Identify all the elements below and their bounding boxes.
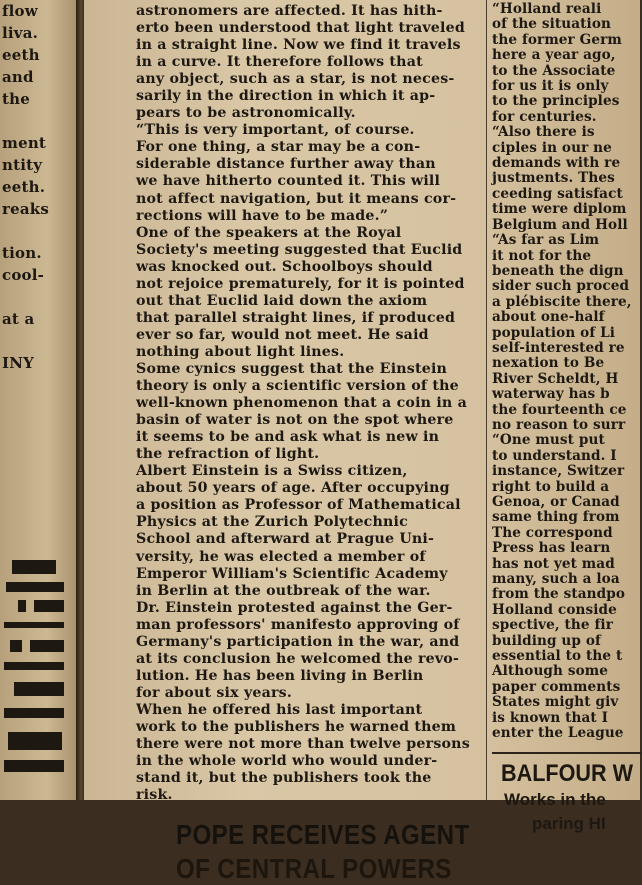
text-line: siderable distance further away than: [136, 156, 436, 173]
text-line: “One must put: [492, 432, 605, 449]
text-line: population of Li: [492, 324, 616, 341]
text-line: instance, Switzer: [492, 463, 625, 480]
newspaper-page: [84, 0, 640, 885]
paragraph: [136, 463, 536, 702]
text-line: [0, 110, 74, 132]
text-line: Dr. Einstein protested against the Ger-: [136, 599, 453, 616]
text-line: there were not more than twelve persons: [136, 736, 470, 753]
right-article-body: [492, 2, 642, 742]
box-subheadline-line: Works in the: [504, 789, 606, 809]
text-line: time were diplom: [492, 201, 627, 218]
text-line: here a year ago,: [492, 47, 616, 64]
left-column-text: [0, 0, 74, 374]
text-line: lution. He has been living in Berlin: [136, 667, 424, 684]
text-line: The correspond: [492, 524, 613, 541]
text-line: ment: [2, 134, 47, 152]
text-line: that parallel straight lines, if produced: [136, 309, 456, 326]
left-page-fragment: [0, 0, 78, 800]
text-line: Belgium and Holl: [492, 216, 628, 233]
text-line: nothing about light lines.: [136, 343, 345, 360]
headline: POPE RECEIVES AGENT: [176, 819, 470, 851]
text-line: basin of water is not on the spot where: [136, 412, 454, 429]
text-line: was knocked out. Schoolboys should: [136, 258, 433, 275]
text-line: is known that I: [492, 709, 609, 726]
text-line: beneath the dign: [492, 262, 624, 279]
text-line: from the standpo: [492, 586, 626, 603]
text-line: liva.: [2, 24, 39, 42]
text-line: flow: [2, 2, 38, 20]
text-line: the refraction of light.: [136, 446, 320, 463]
text-line: it seems to be and ask what is new in: [136, 429, 440, 446]
text-line: about one-half: [492, 309, 605, 326]
text-line: reaks: [2, 200, 50, 218]
text-line: no reason to surr: [492, 416, 626, 433]
text-line: Physics at the Zurich Polytechnic: [136, 514, 408, 531]
text-line: essential to the t: [492, 648, 623, 665]
text-line: Press has learn: [492, 540, 611, 557]
right-article-column: [492, 0, 642, 836]
text-line: demands with re: [492, 155, 621, 172]
text-line: not rejoice prematurely, for it is pointed: [136, 275, 465, 292]
text-line: not affect navigation, but it means cor-: [136, 190, 457, 207]
text-line: nexation to Be: [492, 355, 605, 372]
text-line: Emperor William's Scientific Academy: [136, 565, 448, 582]
text-line: pears to be astronomically.: [136, 105, 356, 122]
text-line: well-known phenomenon that a coin in a: [136, 395, 467, 412]
paragraph: [136, 3, 536, 122]
text-line: versity, he was elected a member of: [136, 548, 426, 565]
headline-continued: OF CENTRAL POWERS: [176, 853, 452, 885]
text-line: [0, 330, 74, 352]
text-line: sarily in the direction in which it ap-: [136, 88, 436, 105]
text-line: Holland conside: [492, 601, 617, 618]
text-line: astronomers are affected. It has hith-: [136, 3, 443, 19]
text-line: in Berlin at the outbreak of the war.: [136, 582, 431, 599]
text-line: [0, 286, 74, 308]
text-line: sider such proced: [492, 278, 630, 295]
text-line: rections will have to be made.”: [136, 207, 389, 224]
text-line: the: [2, 90, 30, 108]
text-line: tion.: [2, 244, 42, 262]
text-line: Although some: [492, 663, 608, 680]
text-line: for centuries.: [492, 108, 597, 125]
text-line: in a curve. It therefore follows that: [136, 54, 423, 71]
text-line: Albert Einstein is a Swiss citizen,: [136, 463, 408, 480]
text-line: Society's meeting suggested that Euclid: [136, 241, 463, 258]
text-line: When he offered his last important: [136, 701, 423, 718]
text-line: ceeding satisfact: [492, 185, 623, 202]
paragraph: [136, 361, 536, 463]
paragraph: [136, 225, 536, 361]
text-line: erto been understood that light traveled: [136, 20, 465, 37]
text-line: to the principles: [492, 93, 620, 110]
text-line: same thing from: [492, 509, 620, 526]
text-line: about 50 years of age. After occupying: [136, 480, 450, 497]
text-line: for us it is only: [492, 78, 609, 95]
text-line: man professors' manifesto approving of: [136, 616, 460, 633]
text-line: a plébiscite there,: [492, 293, 632, 310]
text-line: cool-: [2, 266, 45, 284]
text-line: at a: [2, 310, 35, 328]
text-line: Some cynics suggest that the Einstein: [136, 360, 448, 377]
text-line: risk.: [136, 787, 173, 804]
box-subheadline-line: paring HI: [532, 813, 606, 833]
text-line: for about six years.: [136, 684, 293, 701]
text-line: “This is very important, of course.: [136, 122, 415, 139]
text-line: a position as Professor of Mathematical: [136, 497, 461, 514]
text-line: and: [2, 68, 34, 86]
text-line: work to the publishers he warned them: [136, 718, 457, 735]
advertisement-fragment: [4, 560, 68, 790]
text-line: ntity: [2, 156, 43, 174]
box-subheadline: [492, 788, 642, 836]
paragraph: [136, 122, 536, 224]
text-line: the former Germ: [492, 31, 622, 48]
text-line: Germany's participation in the war, and: [136, 633, 460, 650]
text-line: One of the speakers at the Royal: [136, 224, 402, 241]
text-line: paper comments: [492, 678, 621, 695]
text-line: eeth.: [2, 178, 46, 196]
text-line: INY: [2, 354, 35, 372]
text-line: For one thing, a star may be a con-: [136, 139, 421, 156]
box-headline: BALFOUR W: [501, 759, 633, 787]
text-line: building up of: [492, 632, 601, 649]
text-line: “As far as Lim: [492, 232, 600, 249]
text-line: at its conclusion he welcomed the revo-: [136, 650, 460, 667]
text-line: enter the League: [492, 725, 624, 742]
text-line: ciples in our ne: [492, 139, 612, 156]
text-line: many, such a loa: [492, 571, 620, 588]
text-line: ever so far, would not meet. He said: [136, 326, 429, 343]
text-line: River Scheldt, H: [492, 370, 619, 387]
text-line: spective, the fir: [492, 617, 613, 634]
text-line: [0, 220, 74, 242]
text-line: in a straight line. Now we find it travels: [136, 37, 461, 54]
text-line: School and afterward at Prague Uni-: [136, 531, 435, 548]
article-body: [136, 3, 536, 804]
text-line: right to build a: [492, 478, 610, 495]
text-line: to the Associate: [492, 62, 616, 79]
text-line: theory is only a scientific version of the: [136, 378, 459, 395]
text-line: to understand. I: [492, 447, 617, 464]
text-line: the fourteenth ce: [492, 401, 627, 418]
text-line: of the situation: [492, 16, 611, 33]
text-line: “Also there is: [492, 124, 595, 141]
box-rule: [492, 752, 642, 754]
text-line: in the whole world who would under-: [136, 753, 438, 770]
paragraph: [136, 702, 536, 804]
text-line: waterway has b: [492, 386, 610, 403]
text-line: States might giv: [492, 694, 619, 711]
text-line: we have hitherto counted it. This will: [136, 173, 441, 190]
text-line: any object, such as a star, is not neces-: [136, 71, 455, 88]
text-line: justments. Thes: [492, 170, 615, 187]
text-line: “Holland reali: [492, 1, 602, 17]
text-line: self-interested re: [492, 339, 625, 356]
text-line: has not yet mad: [492, 555, 615, 572]
text-line: eeth: [2, 46, 40, 64]
main-article-column: [136, 0, 536, 885]
section-divider: [206, 812, 466, 813]
text-line: stand it, but the publishers took the: [136, 770, 432, 787]
text-line: Genoa, or Canad: [492, 494, 620, 510]
text-line: it not for the: [492, 247, 592, 264]
text-line: out that Euclid laid down the axiom: [136, 292, 428, 309]
